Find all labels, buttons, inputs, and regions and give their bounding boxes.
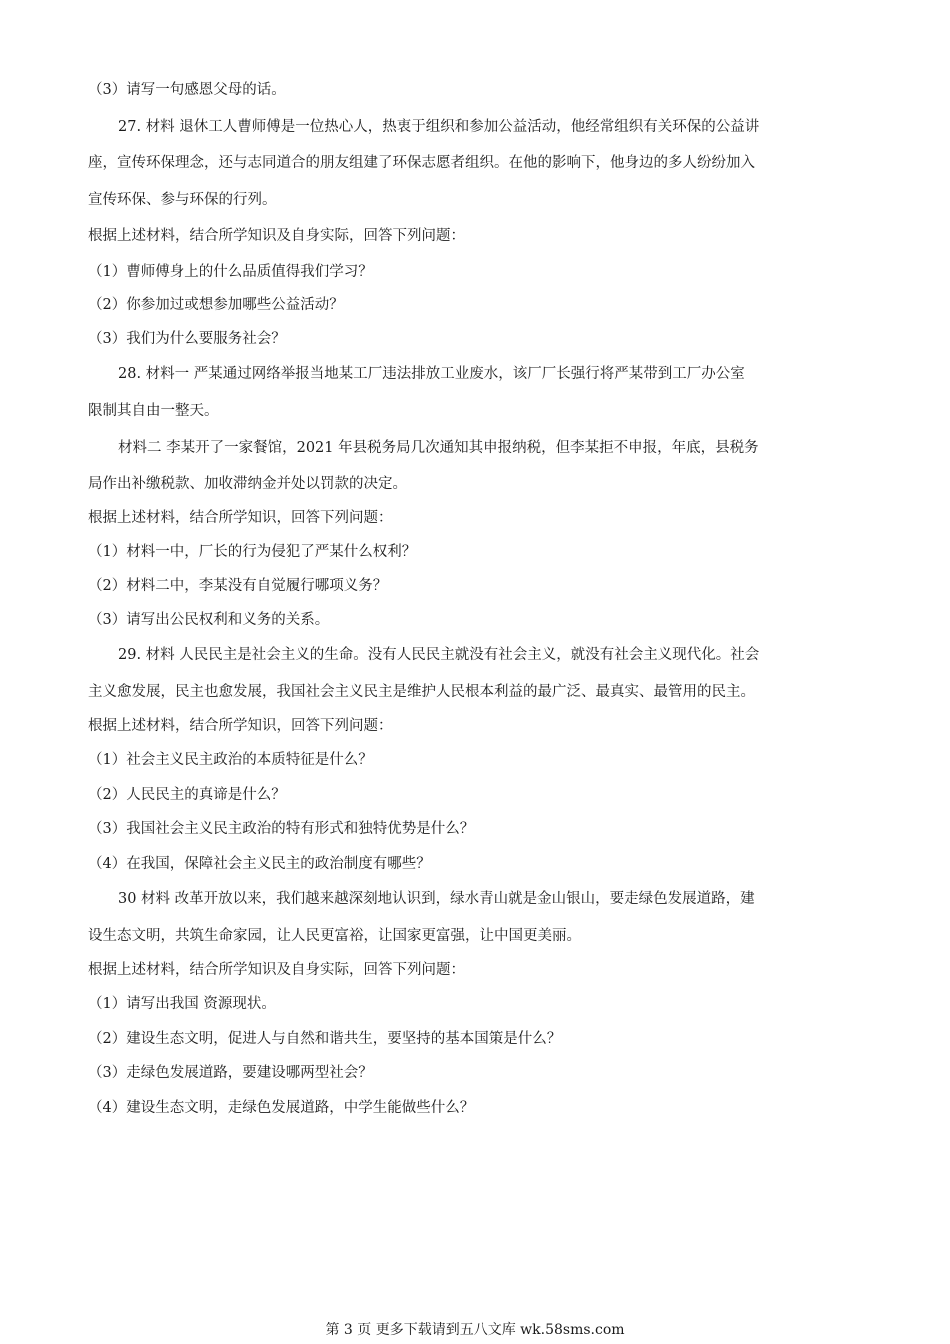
- q27-item-2: （2）你参加过或想参加哪些公益活动？: [88, 297, 344, 313]
- q28-item-2: （2）材料二中，李某没有自觉履行哪项义务？: [88, 578, 388, 594]
- q27-material-line-3: 宣传环保、参与环保的行列。: [88, 192, 277, 208]
- q30-item-1: （1）请写出我国 资源现状。: [88, 996, 276, 1012]
- q29-item-2: （2）人民民主的真谛是什么？: [88, 787, 286, 803]
- q30-prompt: 根据上述材料，结合所学知识及自身实际，回答下列问题：: [88, 962, 465, 978]
- q27-item-1: （1）曹师傅身上的什么品质值得我们学习？: [88, 264, 373, 280]
- q29-item-4: （4）在我国，保障社会主义民主的政治制度有哪些？: [88, 856, 431, 872]
- q28-material2-line-2: 局作出补缴税款、加收滞纳金并处以罚款的决定。: [88, 476, 407, 492]
- q28-material2-line-1: 材料二 李某开了一家餐馆，2021 年县税务局几次通知其申报纳税，但李某拒不申报，年底，县税务: [118, 440, 759, 456]
- q29-item-1: （1）社会主义民主政治的本质特征是什么？: [88, 752, 373, 768]
- q27-material-line-2: 座，宣传环保理念，还与志同道合的朋友组建了环保志愿者组织。在他的影响下，他身边的多人纷纷加入: [88, 155, 755, 171]
- q27-prompt: 根据上述材料，结合所学知识及自身实际，回答下列问题：: [88, 228, 465, 244]
- q26-item-3: （3）请写一句感恩父母的话。: [88, 82, 286, 98]
- q28-material1-line-2: 限制其自由一整天。: [88, 403, 219, 419]
- q30-item-3: （3）走绿色发展道路，要建设哪两型社会？: [88, 1065, 373, 1081]
- q29-material-line-1: 29. 材料 人民民主是社会主义的生命。没有人民民主就没有社会主义，就没有社会主义现代化。社会: [118, 647, 760, 663]
- page-footer: 第 3 页 更多下载请到五八文库 wk.58sms.com: [325, 1322, 625, 1338]
- q28-prompt: 根据上述材料，结合所学知识，回答下列问题：: [88, 510, 393, 526]
- q28-item-3: （3）请写出公民权利和义务的关系。: [88, 612, 330, 628]
- q29-item-3: （3）我国社会主义民主政治的特有形式和独特优势是什么？: [88, 821, 475, 837]
- q30-material-line-1: 30 材料 改革开放以来，我们越来越深刻地认识到，绿水青山就是金山银山，要走绿色发展道路，建: [118, 891, 755, 907]
- q29-material-line-2: 主义愈发展，民主也愈发展，我国社会主义民主是维护人民根本利益的最广泛、最真实、最管用的民主。: [88, 684, 755, 700]
- q30-item-4: （4）建设生态文明，走绿色发展道路，中学生能做些什么？: [88, 1100, 475, 1116]
- q30-material-line-2: 设生态文明，共筑生命家园，让人民更富裕，让国家更富强，让中国更美丽。: [88, 928, 581, 944]
- q28-item-1: （1）材料一中，厂长的行为侵犯了严某什么权利？: [88, 544, 417, 560]
- q30-item-2: （2）建设生态文明，促进人与自然和谐共生，要坚持的基本国策是什么？: [88, 1031, 562, 1047]
- q27-item-3: （3）我们为什么要服务社会？: [88, 331, 286, 347]
- q28-material1-line-1: 28. 材料一 严某通过网络举报当地某工厂违法排放工业废水，该厂厂长强行将严某带到工厂办公室: [118, 366, 745, 382]
- q29-prompt: 根据上述材料，结合所学知识，回答下列问题：: [88, 718, 393, 734]
- q27-material-line-1: 27. 材料 退休工人曹师傅是一位热心人，热衷于组织和参加公益活动，他经常组织有关环保的公益讲: [118, 119, 760, 135]
